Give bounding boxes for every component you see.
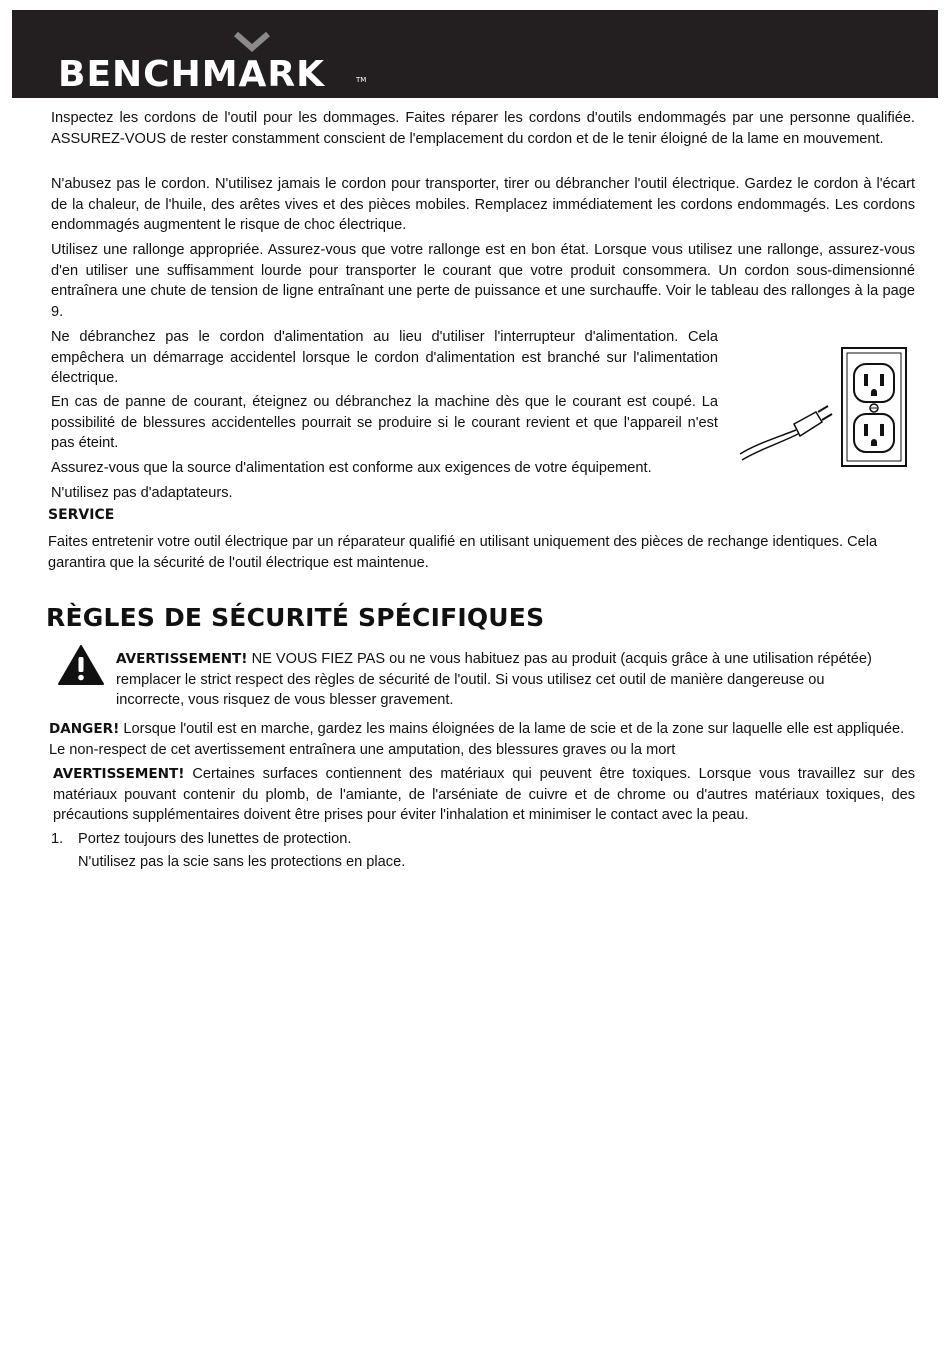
paragraph-power-failure: En cas de panne de courant, éteignez ou débranchez la machine dès que le courant est coupé. La possibilité de blessures accidentelles pourrait se produire si le courant revient et que l'appareil n'est pas éteint. bbox=[51, 394, 718, 451]
list-item-text: N'utilisez pas la scie sans les protections en place. bbox=[78, 854, 406, 870]
service-paragraph: Faites entretenir votre outil électrique par un réparateur qualifié en utilisant uniquement des pièces de rechange identiques. Cela garantira que la sécurité de l'outil électrique est maintenue. bbox=[48, 534, 878, 571]
danger-label: DANGER! bbox=[49, 721, 120, 737]
warning-reliance-paragraph bbox=[116, 649, 876, 711]
warning-toxic-text: Certaines surfaces contiennent des matériaux qui peuvent être toxiques. Lorsque vous travaillez sur des matériaux pouvant contenir du plomb, de l'amiante, de l'arséniate de cuivre et de chrome ou d'autres matériaux toxiques, des précautions supplémentaires doivent être prises pour éviter l'inhalation et minimiser le contact avec la peau. bbox=[53, 766, 915, 823]
warning-label: AVERTISSEMENT! bbox=[53, 766, 185, 782]
outlet-plug-illustration bbox=[736, 346, 911, 470]
warning-triangle-icon bbox=[57, 644, 105, 686]
paragraph-extension-cord: Utilisez une rallonge appropriée. Assurez-vous que votre rallonge est en bon état. Lorsque vous utilisez une rallonge, assurez-vous d'en utiliser une suffisamment lourde pour transporter le courant que votre produit consommera. Un cordon sous-dimensionné entraînera une chute de tension de ligne entraînant une perte de puissance et une surchauffe. Voir le tableau des rallonges à la page 9. bbox=[51, 242, 915, 320]
paragraph-unplug: Ne débranchez pas le cordon d'alimentation au lieu d'utiliser l'interrupteur d'alimentation. Cela empêchera un démarrage accidentel lorsque le cordon d'alimentation est branché sur l'alimentation électrique. bbox=[51, 329, 718, 386]
specific-safety-rules-heading: RÈGLES DE SÉCURITÉ SPÉCIFIQUES bbox=[46, 603, 545, 632]
list-item-text: Portez toujours des lunettes de protection. bbox=[78, 831, 352, 847]
paragraph-power-source: Assurez-vous que la source d'alimentation est conforme aux exigences de votre équipement. bbox=[51, 460, 652, 476]
header-bar bbox=[12, 10, 938, 98]
danger-text: Lorsque l'outil est en marche, gardez les mains éloignées de la lame de scie et de la zone sur laquelle elle est appliquée. Le non-respect de cet avertissement entraînera une amputation, des blessures graves ou la mort bbox=[49, 721, 905, 758]
paragraph-cord-abuse: N'abusez pas le cordon. N'utilisez jamais le cordon pour transporter, tirer ou débrancher l'outil électrique. Gardez le cordon à l'écart de la chaleur, de l'huile, des arêtes vives et des pièces mobiles. Remplacez immédiatement les cordons endommagés. Les cordons endommagés augmentent le risque de choc électrique. bbox=[51, 176, 915, 233]
list-item-number: 1. bbox=[51, 831, 64, 847]
paragraph-no-adapters: N'utilisez pas d'adaptateurs. bbox=[51, 485, 233, 501]
danger-paragraph bbox=[49, 719, 915, 760]
trademark-symbol: TM bbox=[356, 76, 367, 84]
logo-text: BENCHMARK bbox=[58, 54, 326, 95]
warning-toxic-paragraph bbox=[53, 764, 915, 826]
warning-label: AVERTISSEMENT! bbox=[116, 651, 248, 667]
warning-reliance-text: NE VOUS FIEZ PAS ou ne vous habituez pas au produit (acquis grâce à une utilisation répétée) remplacer le strict respect des règles de sécurité de l'outil. Si vous utilisez cet outil de manière dangereuse ou incorrecte, vous risquez de vous blesser gravement. bbox=[116, 651, 872, 708]
paragraph-cord-inspection: Inspectez les cordons de l'outil pour les dommages. Faites réparer les cordons d'outils endommagés par une personne qualifiée. ASSUREZ-VOUS de rester constamment conscient de l'emplacement du cordon et de le tenir éloigné de la lame en mouvement. bbox=[51, 110, 915, 147]
service-heading: SERVICE bbox=[48, 507, 115, 523]
